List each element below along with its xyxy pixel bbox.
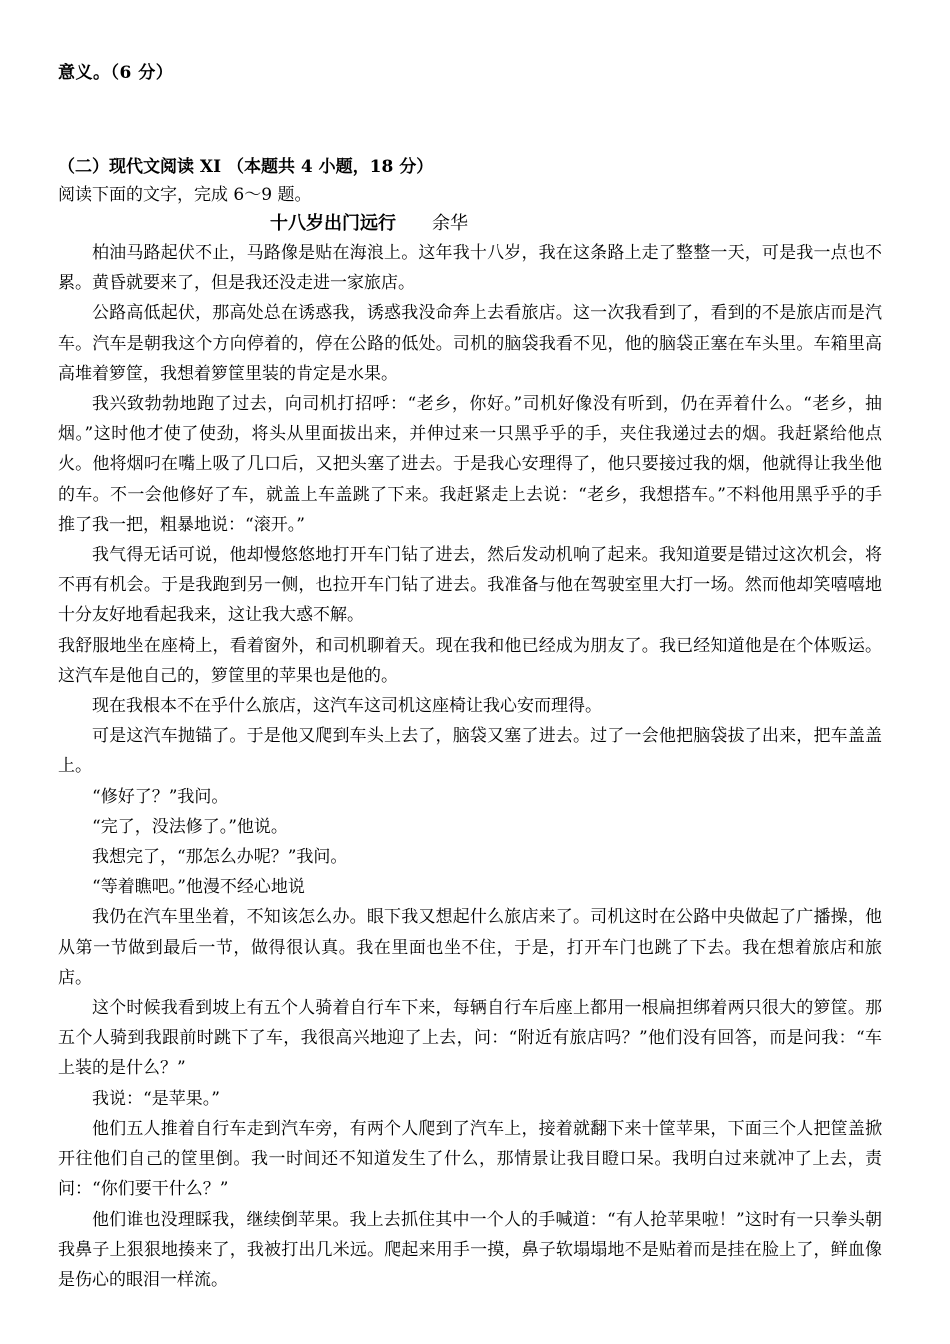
paragraph: “等着瞧吧。”他漫不经心地说 — [92, 877, 305, 898]
paragraph: 他们五人推着自行车走到汽车旁，有两个人爬到了汽车上，接着就翻下来十筐苹果，下面三个人把筐盖掀开往他们自己的筐里倒。我一时间还不知道发生了什么，那情景让我目瞪口呆。我明白过来就冲了上去，责问：“你们要干什么？” — [58, 1118, 882, 1200]
story-title: 十八岁出门远行 — [270, 213, 396, 234]
section-title: （二）现代文阅读 XI （本题共 4 小题，18 分） — [58, 157, 434, 177]
paragraph: “修好了？”我问。 — [92, 786, 229, 807]
paragraph: 我舒服地坐在座椅上，看着窗外，和司机聊着天。现在我和他已经成为朋友了。我已经知道他是在个体贩运。这汽车是他自己的，箩筐里的苹果也是他的。 — [58, 635, 882, 686]
paragraph: 我气得无话可说，他却慢悠悠地打开车门钻了进去，然后发动机响了起来。我知道要是错过这次机会，将不再有机会。于是我跑到另一侧，也拉开车门钻了进去。我准备与他在驾驶室里大打一场。然而他却笑嘻嘻地十分友好地看起我来，这让我大惑不解。 — [58, 545, 882, 626]
story-body — [58, 238, 882, 1295]
previous-question-ending: 意义。（6 分） — [58, 63, 174, 83]
paragraph: 这个时候我看到坡上有五个人骑着自行车下来，每辆自行车后座上都用一根扁担绑着两只很大的箩筐。那五个人骑到我跟前时跳下了车，我很高兴地迎了上去，问：“附近有旅店吗？”他们没有回答，而是问我：“车上装的是什么？” — [58, 998, 882, 1079]
paragraph: 可是这汽车抛锚了。于是他又爬到车头上去了，脑袋又塞了进去。过了一会他把脑袋拔了出来，把车盖盖上。 — [58, 726, 882, 777]
paragraph: 我想完了，“那怎么办呢？”我问。 — [92, 847, 348, 868]
paragraph: 我仍在汽车里坐着，不知该怎么办。眼下我又想起什么旅店来了。司机这时在公路中央做起了广播操，他从第一节做到最后一节，做得很认真。我在里面也坐不住，于是，打开车门也跳了下去。我在想着旅店和旅店。 — [58, 907, 882, 988]
story-author: 余华 — [432, 213, 468, 234]
paragraph: “完了，没法修了。”他说。 — [92, 816, 288, 837]
paragraph: 现在我根本不在乎什么旅店，这汽车这司机这座椅让我心安而理得。 — [92, 696, 602, 717]
paragraph: 我说：“是苹果。” — [92, 1088, 220, 1109]
reading-instructions: 阅读下面的文字，完成 6～9 题。 — [58, 185, 312, 205]
paragraph: 他们谁也没理睬我，继续倒苹果。我上去抓住其中一个人的手喊道：“有人抢苹果啦！”这时有一只拳头朝我鼻子上狠狠地揍来了，我被打出几米远。爬起来用手一摸，鼻子软塌塌地不是贴着而是挂在脸上了，鲜血像是伤心的眼泪一样流。 — [58, 1209, 882, 1290]
paragraph: 公路高低起伏，那高处总在诱惑我，诱惑我没命奔上去看旅店。这一次我看到了，看到的不是旅店而是汽车。汽车是朝我这个方向停着的，停在公路的低处。司机的脑袋我看不见，他的脑袋正塞在车头里。车箱里高高堆着箩筐，我想着箩筐里装的肯定是水果。 — [58, 303, 882, 384]
paragraph: 柏油马路起伏不止，马路像是贴在海浪上。这年我十八岁，我在这条路上走了整整一天，可是我一点也不累。黄昏就要来了，但是我还没走进一家旅店。 — [58, 243, 882, 294]
paragraph: 我兴致勃勃地跑了过去，向司机打招呼：“老乡，你好。”司机好像没有听到，仍在弄着什么。“老乡，抽烟。”这时他才使了使劲，将头从里面拔出来，并伸过来一只黑乎乎的手，夹住我递过去的烟。我赶紧给他点火。他将烟叼在嘴上吸了几口后，又把头塞了进去。于是我心安理得了，他只要接过我的烟，他就得让我坐他的车。不一会他修好了车，就盖上车盖跳了下来。我赶紧走上去说：“老乡，我想搭车。”不料他用黑乎乎的手推了我一把，粗暴地说：“滚开。” — [58, 394, 882, 535]
